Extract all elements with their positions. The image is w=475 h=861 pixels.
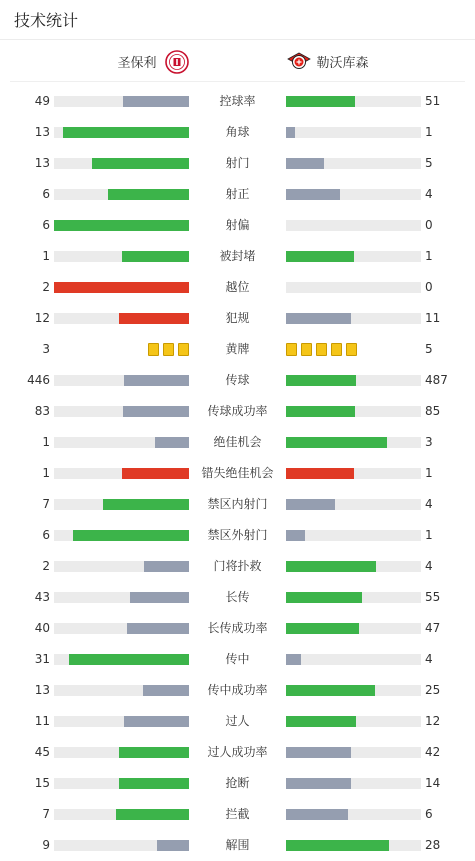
home-team-name: 圣保利	[117, 56, 157, 71]
home-stat-bar	[119, 778, 189, 789]
home-stat-bar-track	[54, 406, 189, 417]
away-stat-bar	[286, 251, 354, 262]
away-stat-bar	[286, 778, 351, 789]
home-stat-value: 6	[42, 187, 50, 201]
stat-row	[0, 675, 475, 706]
away-stat-bar-track	[286, 468, 421, 479]
home-stat-bar	[143, 685, 189, 696]
stat-label: 禁区外射门	[207, 528, 268, 542]
away-stat-value: 14	[425, 776, 441, 790]
yellow-card-icon	[178, 343, 189, 356]
stat-label: 越位	[225, 280, 250, 294]
away-stat-bar	[286, 592, 362, 603]
home-stat-bar-track	[54, 499, 189, 510]
away-stat-bar-track	[286, 313, 421, 324]
home-stat-value: 2	[42, 559, 50, 573]
stat-label: 错失绝佳机会	[201, 466, 274, 480]
away-stat-bar	[286, 406, 355, 417]
yellow-card-icon	[331, 343, 342, 356]
home-stat-bar	[119, 313, 189, 324]
home-stat-value: 11	[34, 714, 50, 728]
home-stat-bar	[108, 189, 189, 200]
away-stat-bar-track	[286, 251, 421, 262]
home-stat-value: 45	[34, 745, 50, 759]
away-stat-value: 0	[425, 280, 433, 294]
stat-label: 过人成功率	[207, 745, 268, 759]
stat-label: 门将扑救	[213, 559, 262, 573]
away-stat-bar	[286, 313, 351, 324]
stat-row	[0, 644, 475, 675]
stat-row	[0, 365, 475, 396]
home-stat-bar	[122, 468, 190, 479]
home-stat-bar	[103, 499, 189, 510]
stat-row	[0, 706, 475, 737]
stat-label: 角球	[225, 125, 250, 139]
stat-label: 传球	[225, 373, 250, 387]
stat-label: 抢断	[225, 776, 250, 790]
home-stat-value: 1	[42, 435, 50, 449]
home-stat-value: 12	[34, 311, 50, 325]
away-stat-value: 1	[425, 466, 433, 480]
home-stat-value: 13	[34, 125, 50, 139]
home-stat-bar	[144, 561, 189, 572]
away-stat-value: 25	[425, 683, 441, 697]
away-stat-bar	[286, 654, 301, 665]
away-stat-bar-track	[286, 530, 421, 541]
away-stat-bar	[286, 685, 375, 696]
away-stat-bar-track	[286, 375, 421, 386]
home-team[interactable]	[10, 50, 227, 74]
stat-label: 被封堵	[219, 249, 256, 263]
away-stat-bar	[286, 561, 376, 572]
home-stat-value: 3	[42, 342, 50, 356]
stat-row	[0, 334, 475, 365]
stat-row	[0, 737, 475, 768]
stat-label: 射门	[225, 156, 250, 170]
stat-label: 控球率	[219, 94, 256, 108]
yellow-card-icon	[163, 343, 174, 356]
home-stat-bar-track	[54, 313, 189, 324]
stat-label: 过人	[225, 714, 250, 728]
home-stat-value: 6	[42, 218, 50, 232]
stat-row	[0, 179, 475, 210]
stat-label: 传中成功率	[207, 683, 268, 697]
away-stat-bar	[286, 375, 356, 386]
away-team-name: 勒沃库森	[316, 56, 369, 71]
home-stat-value: 2	[42, 280, 50, 294]
stat-row	[0, 86, 475, 117]
home-stat-bar-track	[54, 158, 189, 169]
stat-row	[0, 520, 475, 551]
stat-row	[0, 613, 475, 644]
away-stat-bar-track	[286, 96, 421, 107]
home-stat-bar	[119, 747, 189, 758]
away-stat-bar-track	[286, 437, 421, 448]
away-stat-bar-track	[286, 654, 421, 665]
stat-label: 黄牌	[225, 342, 250, 356]
away-stat-value: 1	[425, 528, 433, 542]
stat-row	[0, 210, 475, 241]
away-stat-bar-track	[286, 499, 421, 510]
home-stat-bar	[124, 375, 189, 386]
home-stat-bar	[73, 530, 189, 541]
away-stat-bar	[286, 747, 351, 758]
home-stat-bar	[155, 437, 189, 448]
away-stat-bar-track	[286, 158, 421, 169]
home-stat-value: 13	[34, 683, 50, 697]
home-stat-value: 40	[34, 621, 50, 635]
away-stat-value: 55	[425, 590, 441, 604]
away-stat-value: 42	[425, 745, 441, 759]
stat-label: 拦截	[225, 807, 250, 821]
home-stat-bar	[127, 623, 189, 634]
title-bar	[0, 0, 475, 40]
stat-row	[0, 396, 475, 427]
leverkusen-crest-icon	[287, 50, 311, 74]
home-stat-bar-track	[54, 375, 189, 386]
away-stat-bar-track	[286, 747, 421, 758]
home-stat-bar-track	[54, 282, 189, 293]
home-stat-value: 1	[42, 466, 50, 480]
home-stat-bar	[124, 716, 189, 727]
stat-row	[0, 427, 475, 458]
away-stat-bar	[286, 499, 335, 510]
home-stat-bar-track	[54, 623, 189, 634]
home-stat-bar	[54, 282, 189, 293]
away-stat-value: 0	[425, 218, 433, 232]
home-stat-value: 7	[42, 807, 50, 821]
home-stat-value: 43	[34, 590, 50, 604]
away-stat-bar-track	[286, 685, 421, 696]
stat-label: 传中	[225, 652, 250, 666]
away-stat-bar-track	[286, 778, 421, 789]
away-stat-value: 3	[425, 435, 433, 449]
home-stat-bar-track	[54, 747, 189, 758]
home-stat-value: 15	[34, 776, 50, 790]
away-stat-bar-track	[286, 716, 421, 727]
away-stat-bar	[286, 437, 387, 448]
away-stat-bar	[286, 468, 354, 479]
home-stat-value: 1	[42, 249, 50, 263]
home-stat-value: 6	[42, 528, 50, 542]
stats-list	[0, 86, 475, 861]
away-stat-value: 4	[425, 187, 433, 201]
stat-row	[0, 768, 475, 799]
stat-row	[0, 551, 475, 582]
away-stat-bar	[286, 716, 356, 727]
home-stat-bar	[157, 840, 189, 851]
home-stat-bar	[69, 654, 189, 665]
home-stat-bar	[116, 809, 189, 820]
away-stat-value: 1	[425, 125, 433, 139]
home-stat-bar	[122, 251, 190, 262]
away-stat-bar	[286, 158, 324, 169]
home-stat-bar-track	[54, 778, 189, 789]
away-stat-value: 1	[425, 249, 433, 263]
away-team[interactable]	[227, 50, 466, 74]
away-stat-bar-track	[286, 592, 421, 603]
away-stat-bar	[286, 189, 340, 200]
away-stat-bar-track	[286, 282, 421, 293]
away-stat-value: 51	[425, 94, 441, 108]
home-stat-bar-track	[54, 468, 189, 479]
stat-row	[0, 148, 475, 179]
yellow-card-icon	[148, 343, 159, 356]
home-stat-bar-track	[54, 127, 189, 138]
home-stat-bar	[63, 127, 189, 138]
stat-label: 射正	[225, 187, 250, 201]
stat-label: 犯规	[225, 311, 250, 325]
away-stat-value: 28	[425, 838, 441, 852]
away-yellow-cards	[286, 343, 357, 356]
home-stat-bar-track	[54, 840, 189, 851]
away-stat-bar-track	[286, 561, 421, 572]
home-stat-bar-track	[54, 716, 189, 727]
home-stat-value: 49	[34, 94, 50, 108]
away-stat-value: 85	[425, 404, 441, 418]
home-stat-bar	[92, 158, 189, 169]
stat-row	[0, 241, 475, 272]
away-stat-value: 5	[425, 156, 433, 170]
home-stat-bar	[123, 96, 189, 107]
stat-label: 解围	[225, 838, 250, 852]
away-stat-bar-track	[286, 127, 421, 138]
home-stat-bar-track	[54, 189, 189, 200]
home-stat-value: 31	[34, 652, 50, 666]
home-stat-bar-track	[54, 809, 189, 820]
away-stat-value: 47	[425, 621, 441, 635]
stat-label: 禁区内射门	[207, 497, 268, 511]
home-stat-bar-track	[54, 96, 189, 107]
away-stat-bar	[286, 96, 355, 107]
home-stat-bar-track	[54, 220, 189, 231]
away-stat-value: 11	[425, 311, 441, 325]
stat-row	[0, 303, 475, 334]
stat-row	[0, 830, 475, 861]
yellow-card-icon	[286, 343, 297, 356]
st-pauli-crest-icon	[165, 50, 189, 74]
stat-row	[0, 117, 475, 148]
stat-row	[0, 272, 475, 303]
home-stat-bar	[54, 220, 189, 231]
stat-label: 传球成功率	[207, 404, 268, 418]
away-stat-bar	[286, 840, 389, 851]
team-header	[10, 40, 465, 82]
home-stat-bar	[123, 406, 189, 417]
away-stat-value: 12	[425, 714, 441, 728]
away-stat-bar	[286, 127, 295, 138]
away-stat-value: 487	[425, 373, 448, 387]
away-stat-bar-track	[286, 623, 421, 634]
home-stat-bar-track	[54, 530, 189, 541]
home-stat-value: 83	[34, 404, 50, 418]
away-stat-bar	[286, 530, 305, 541]
home-stat-bar-track	[54, 592, 189, 603]
away-stat-bar-track	[286, 189, 421, 200]
home-stat-bar	[130, 592, 189, 603]
yellow-card-icon	[346, 343, 357, 356]
home-stat-bar-track	[54, 685, 189, 696]
home-stat-bar-track	[54, 654, 189, 665]
away-stat-value: 4	[425, 559, 433, 573]
home-stat-value: 446	[27, 373, 50, 387]
home-stat-bar-track	[54, 561, 189, 572]
away-stat-bar	[286, 623, 359, 634]
stat-row	[0, 458, 475, 489]
page-title: 技术统计	[14, 11, 79, 30]
away-stat-value: 4	[425, 652, 433, 666]
home-yellow-cards	[148, 343, 189, 356]
away-stat-value: 6	[425, 807, 433, 821]
away-stat-bar-track	[286, 840, 421, 851]
stat-row	[0, 489, 475, 520]
stat-row	[0, 799, 475, 830]
home-stat-value: 13	[34, 156, 50, 170]
yellow-card-icon	[301, 343, 312, 356]
home-stat-value: 9	[42, 838, 50, 852]
stat-label: 射偏	[225, 218, 250, 232]
away-stat-bar-track	[286, 406, 421, 417]
stat-row	[0, 582, 475, 613]
away-stat-value: 5	[425, 342, 433, 356]
stat-label: 长传	[225, 590, 250, 604]
away-stat-bar-track	[286, 809, 421, 820]
away-stat-bar	[286, 809, 348, 820]
yellow-card-icon	[316, 343, 327, 356]
stat-label: 绝佳机会	[213, 435, 262, 449]
away-stat-value: 4	[425, 497, 433, 511]
stat-label: 长传成功率	[207, 621, 268, 635]
home-stat-bar-track	[54, 251, 189, 262]
away-stat-bar-track	[286, 220, 421, 231]
home-stat-bar-track	[54, 437, 189, 448]
home-stat-value: 7	[42, 497, 50, 511]
